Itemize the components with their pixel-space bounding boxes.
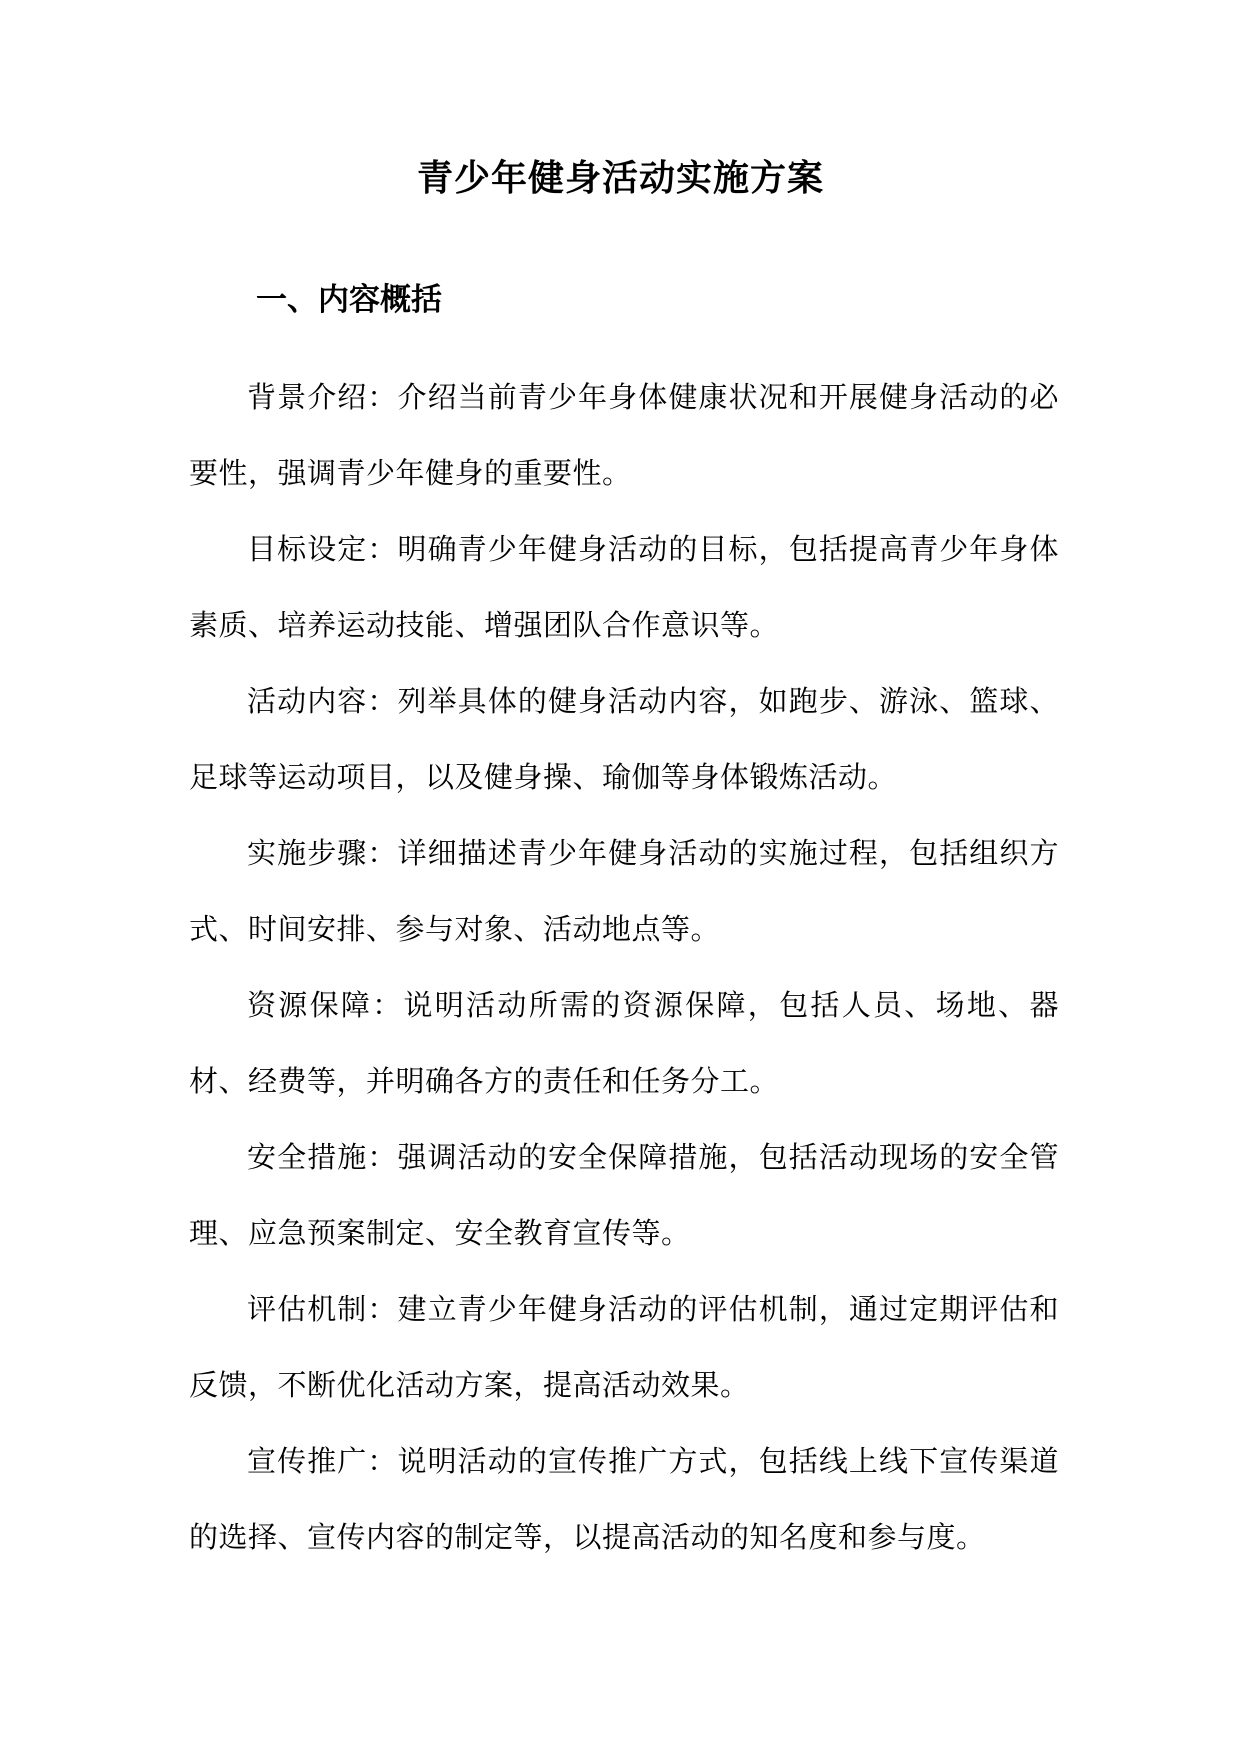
document-body [189,359,1059,1575]
document-title: 青少年健身活动实施方案 [416,157,824,199]
paragraph-promotion: 宣传推广：说明活动的宣传推广方式，包括线上线下宣传渠道的选择、宣传内容的制定等，以提高活动的知名度和参与度。 [189,1444,1059,1554]
paragraph-background: 背景介绍：介绍当前青少年身体健康状况和开展健身活动的必要性，强调青少年健身的重要性。 [189,380,1059,490]
paragraph-goals: 目标设定：明确青少年健身活动的目标，包括提高青少年身体素质、培养运动技能、增强团队合作意识等。 [189,532,1059,642]
paragraph-activities: 活动内容：列举具体的健身活动内容，如跑步、游泳、篮球、足球等运动项目，以及健身操、瑜伽等身体锻炼活动。 [189,684,1059,794]
paragraph-resources: 资源保障：说明活动所需的资源保障，包括人员、场地、器材、经费等，并明确各方的责任和任务分工。 [189,988,1059,1098]
section-heading: 一、内容概括 [256,282,442,318]
paragraph-safety: 安全措施：强调活动的安全保障措施，包括活动现场的安全管理、应急预案制定、安全教育宣传等。 [189,1140,1059,1250]
paragraph-steps: 实施步骤：详细描述青少年健身活动的实施过程，包括组织方式、时间安排、参与对象、活动地点等。 [189,836,1059,946]
paragraph-evaluation: 评估机制：建立青少年健身活动的评估机制，通过定期评估和反馈，不断优化活动方案，提高活动效果。 [189,1292,1059,1402]
